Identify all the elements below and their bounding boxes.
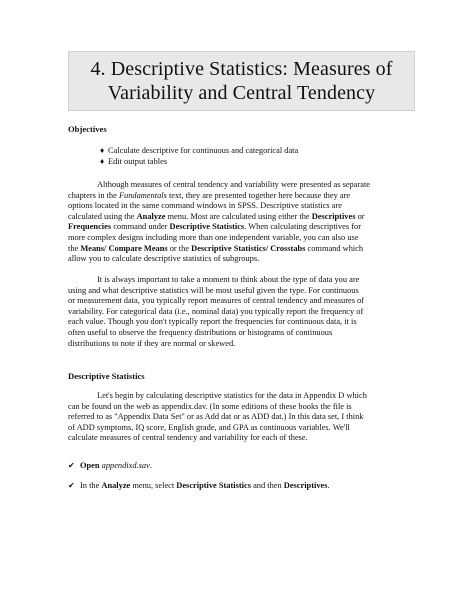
chapter-title-line-1: 4. Descriptive Statistics: Measures of bbox=[90, 58, 393, 80]
descriptive-statistics-heading: Descriptive Statistics bbox=[68, 371, 145, 381]
objective-text: Edit output tables bbox=[108, 157, 168, 166]
text-line: referred to as "Appendix Data Set" or as Add dat or as ADD dat.) In this data set, I think bbox=[68, 412, 364, 422]
text-line: using and what descriptive statistics will be most useful given the type. For continuous bbox=[68, 285, 359, 295]
text-line: Let's begin by calculating descriptive statistics for the data in Appendix D which bbox=[97, 391, 367, 400]
data-types-paragraph bbox=[68, 275, 414, 349]
diamond-bullet-icon: ♦ bbox=[100, 157, 105, 166]
intro-paragraph bbox=[68, 180, 414, 265]
text-line: often useful to observe the frequency distributions or histograms of continuous bbox=[68, 327, 333, 337]
objective-text: Calculate descriptive for continuous and categorical data bbox=[108, 146, 299, 155]
text-line: Although measures of central tendency and variability were presented as separate bbox=[97, 180, 371, 189]
text-line: variability. For categorical data (i.e., nominal data) you typically report the frequency of bbox=[68, 306, 364, 316]
diamond-bullet-icon: ♦ bbox=[100, 146, 105, 155]
text-line: calculate measures of central tendency and variability for each of these. bbox=[68, 433, 308, 443]
text-line: chapters in the Fundamentals text, they are presented together here because they are bbox=[68, 190, 351, 200]
text-line: distributions to note if they are normal or skewed. bbox=[68, 338, 236, 348]
step-text: Open appendixd.sav. bbox=[80, 461, 152, 470]
text-line: more complex designs including more than one independent variable, you can also use bbox=[68, 232, 359, 242]
step-text: In the Analyze menu, select Descriptive Statistics and then Descriptives. bbox=[80, 481, 330, 490]
step-analyze-menu bbox=[68, 481, 330, 490]
text-line: each value. Though you don't typically report the frequencies for continuous data, it is bbox=[68, 317, 357, 327]
checkmark-icon: ✔ bbox=[68, 461, 75, 470]
descriptive-statistics-paragraph bbox=[68, 391, 414, 444]
objective-bullet-1 bbox=[100, 146, 298, 155]
chapter-title-line-2: Variability and Central Tendency bbox=[107, 82, 376, 104]
text-line: options located in the same command windows in SPSS. Descriptive statistics are bbox=[68, 201, 343, 211]
step-open-file bbox=[68, 461, 152, 470]
checkmark-icon: ✔ bbox=[68, 481, 75, 490]
chapter-title-box bbox=[68, 51, 415, 111]
objective-bullet-2 bbox=[100, 157, 167, 166]
text-line: Frequencies command under Descriptive Statistics. When calculating descriptives for bbox=[68, 222, 362, 232]
text-line: of ADD symptoms, IQ score, English grade, and GPA as continuous variables. We'll bbox=[68, 422, 350, 432]
text-line: can be found on the web as appendix.dav. (In some editions of these books the file is bbox=[68, 401, 352, 411]
text-line: allow you to calculate descriptive statistics of subgroups. bbox=[68, 254, 260, 264]
objectives-heading: Objectives bbox=[68, 124, 107, 134]
text-line: calculated using the Analyze menu. Most are calculated using either the Descriptives or bbox=[68, 211, 365, 221]
text-line: or measurement data, you typically report measures of central tendency and measures of bbox=[68, 296, 365, 306]
text-line: It is always important to take a moment to think about the type of data you are bbox=[97, 275, 360, 284]
text-line: the Means/ Compare Means or the Descriptive Statistics/ Crosstabs command which bbox=[68, 243, 364, 253]
